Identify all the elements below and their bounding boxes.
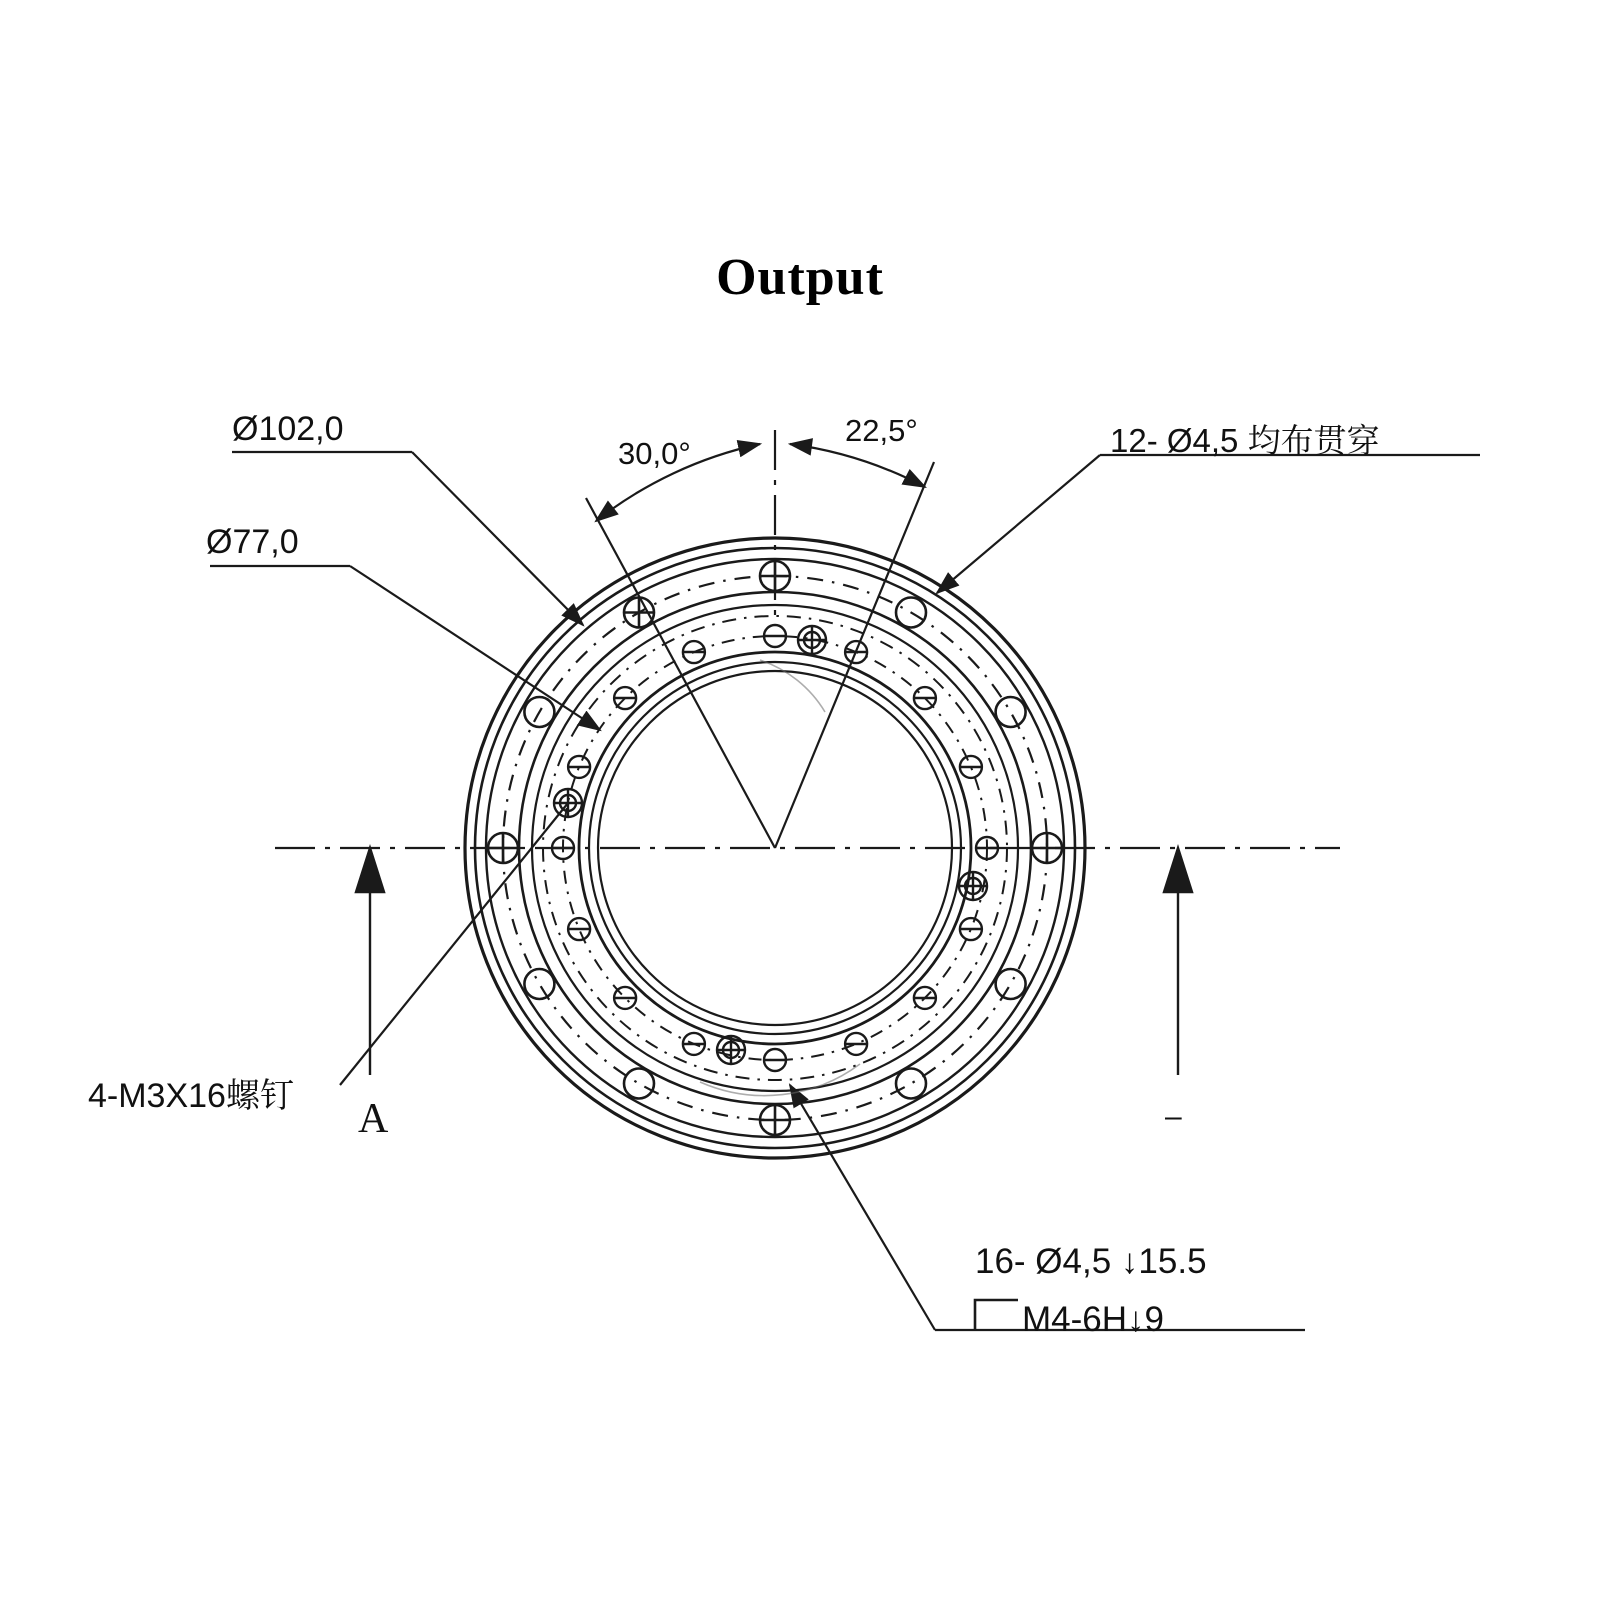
leader-12-through-holes — [937, 455, 1480, 593]
section-arrows-A — [356, 848, 1192, 1075]
dash-mark: – — [1165, 1100, 1182, 1133]
note-16-tapped-holes-line2: M4-6H↓9 — [1022, 1300, 1164, 1339]
page-title: Output — [716, 249, 884, 306]
section-label-a: A — [358, 1096, 389, 1142]
faint-inner-detail — [700, 660, 860, 1096]
angle-dimension-30 — [586, 444, 775, 848]
note-4-m3x16-screws: 4-M3X16螺钉 — [88, 1077, 294, 1115]
dimension-angle-30: 30,0° — [618, 436, 691, 471]
note-12-through-holes: 12- Ø4,5 均布贯穿 — [1110, 422, 1380, 459]
dimension-inner-diameter: Ø77,0 — [206, 523, 299, 561]
leader-diameter-77 — [210, 566, 600, 730]
dimension-outer-diameter: Ø102,0 — [232, 410, 344, 448]
note-16-tapped-holes-line1: 16- Ø4,5 ↓15.5 — [975, 1242, 1207, 1281]
leader-4-m3x16-screws — [332, 803, 568, 1092]
dimension-angle-22-5: 22,5° — [845, 413, 918, 448]
